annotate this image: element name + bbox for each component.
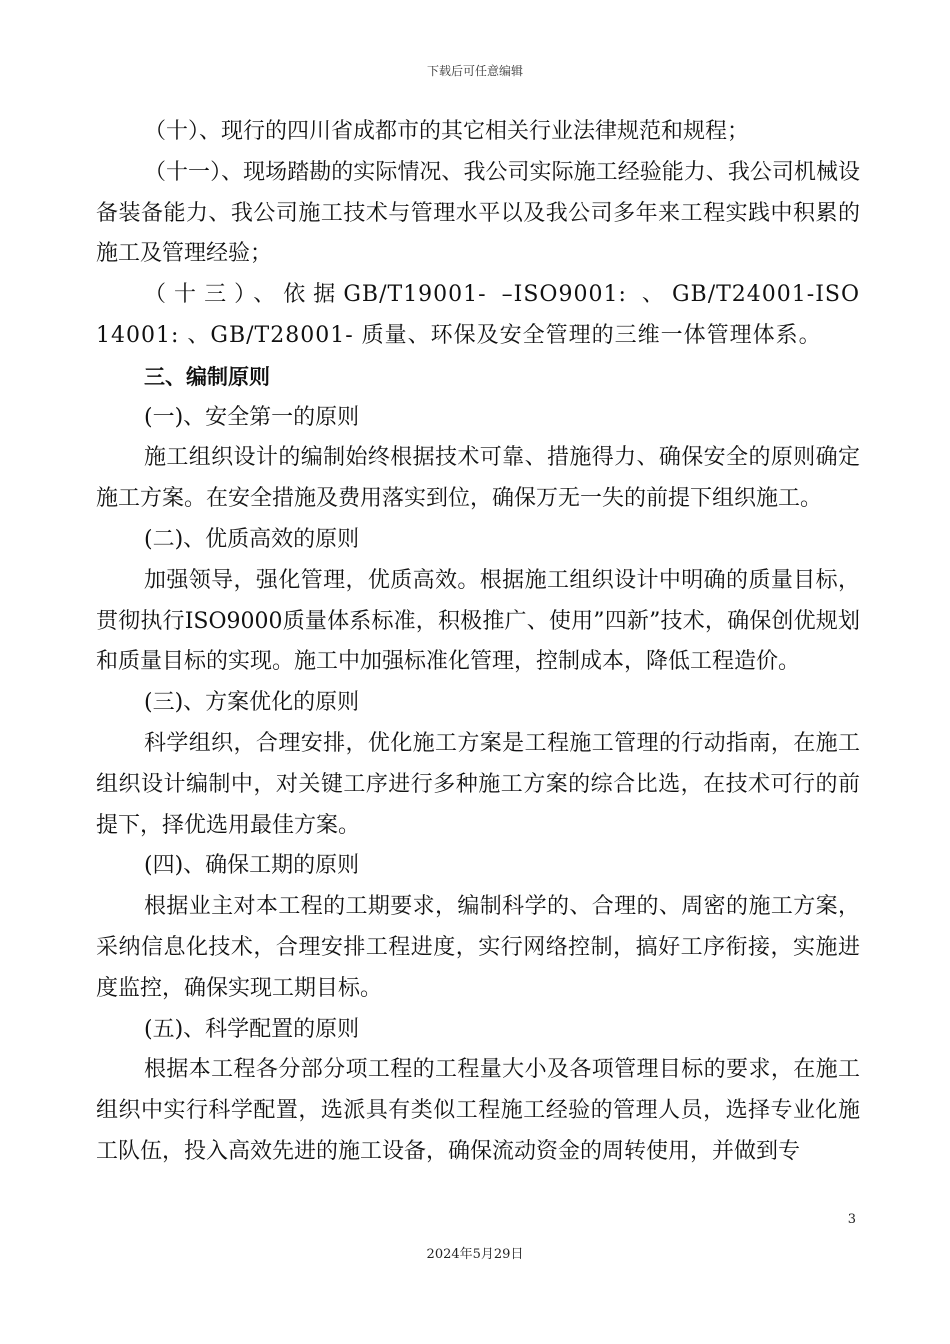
paragraph-schedule: 根据业主对本工程的工期要求，编制科学的、合理的、周密的施工方案，采纳信息化技术，合理安排工程进度，实行网络控制，搞好工序衔接，实施进度监控，确保实现工期目标。 bbox=[96, 894, 860, 1001]
page-number: 3 bbox=[847, 1212, 856, 1227]
page-header: 下载后可任意编辑 bbox=[426, 64, 523, 78]
subheading-schedule: (四)、确保工期的原则 bbox=[144, 853, 360, 879]
paragraph-quality-efficiency: 加强领导，强化管理，优质高效。根据施工组织设计中明确的质量目标，贯彻执行ISO9000质量体系标准，积极推广、使用”四新”技术，确保创优规划和质量目标的实现。施工中加强标准化管理，控制成本，降低工程造价。 bbox=[96, 567, 860, 675]
paragraph-scientific-allocation: 根据本工程各分部分项工程的工程量大小及各项管理目标的要求，在施工组织中实行科学配置，选派具有类似工程施工经验的管理人员，选择专业化施工队伍，投入高效先进的施工设备，确保流动资金的周转使用，并做到专 bbox=[96, 1057, 860, 1164]
paragraph-safety-first: 施工组织设计的编制始终根据技术可靠、措施得力、确保安全的原则确定施工方案。在安全措施及费用落实到位，确保万无一失的前提下组织施工。 bbox=[96, 445, 860, 512]
subheading-safety-first: (一)、安全第一的原则 bbox=[144, 404, 360, 430]
subheading-quality-efficiency: (二)、优质高效的原则 bbox=[144, 526, 360, 552]
paragraph-item-13: （十三）、依据GB/T19001- –ISO9001: 、GB/T24001-ISO 14001: 、GB/T28001- 质量、环保及安全管理的三维一体管理体系。 bbox=[96, 282, 860, 348]
section-heading-principles: 三、编制原则 bbox=[144, 364, 270, 389]
page-footer-date: 2024年5月29日 bbox=[426, 1247, 524, 1262]
subheading-scientific-allocation: (五)、科学配置的原则 bbox=[144, 1016, 360, 1042]
paragraph-item-11: （十一）、现场踏勘的实际情况、我公司实际施工经验能力、我公司机械设备装备能力、我公司施工技术与管理水平以及我公司多年来工程实践中积累的施工及管理经验； bbox=[96, 159, 860, 267]
subheading-plan-optimization: (三)、方案优化的原则 bbox=[144, 690, 360, 716]
paragraph-item-10: （十）、现行的四川省成都市的其它相关行业法律规范和规程； bbox=[144, 119, 750, 144]
paragraph-plan-optimization: 科学组织，合理安排，优化施工方案是工程施工管理的行动指南，在施工组织设计编制中，对关键工序进行多种施工方案的综合比选，在技术可行的前提下，择优选用最佳方案。 bbox=[96, 730, 860, 838]
body-text bbox=[96, 112, 860, 1173]
